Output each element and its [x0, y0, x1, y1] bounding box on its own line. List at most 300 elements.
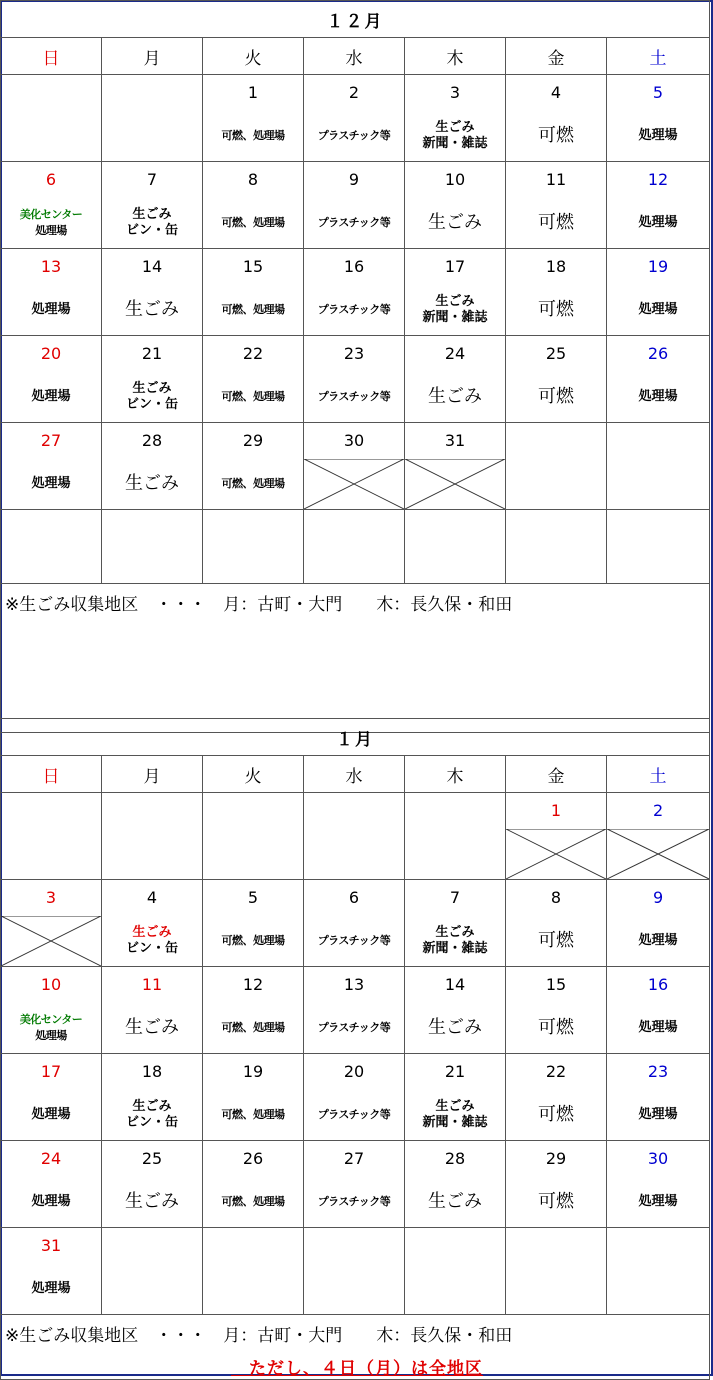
weekday-sun: 日 — [1, 38, 102, 75]
collection-items — [203, 374, 303, 420]
day-number — [203, 803, 303, 819]
collection-item: 処理場 — [638, 1194, 678, 1209]
day-cell — [607, 423, 710, 510]
collection-item: 生ごみ — [132, 207, 172, 222]
weekday-tue: 火 — [203, 756, 304, 793]
day-number: 5 — [247, 888, 259, 907]
day-cell — [203, 880, 304, 967]
collection-item: 新聞・雑誌 — [422, 1115, 488, 1130]
weekday-fri: 金 — [506, 38, 607, 75]
day-number: 1 — [247, 83, 259, 102]
day-cell — [102, 880, 203, 967]
day-cell — [607, 510, 710, 584]
day-cell — [102, 1054, 203, 1141]
day-number: 29 — [545, 1149, 567, 1168]
collection-item: 処理場 — [638, 128, 678, 143]
collection-item: 生ごみ — [428, 1191, 482, 1212]
collection-item: プラスチック等 — [317, 129, 391, 142]
collection-items — [102, 918, 202, 964]
weekday-sun: 日 — [1, 756, 102, 793]
collection-items — [405, 113, 505, 159]
day-number: 26 — [647, 344, 669, 363]
weekday-mon: 月 — [102, 38, 203, 75]
day-cell — [102, 162, 203, 249]
day-cell — [203, 75, 304, 162]
collection-item: 処理場 — [638, 1020, 678, 1035]
day-number: 22 — [545, 1062, 567, 1081]
day-number: 12 — [647, 170, 669, 189]
day-number: 13 — [343, 975, 365, 994]
collection-items — [102, 461, 202, 507]
day-cell — [506, 1054, 607, 1141]
day-cell — [203, 510, 304, 584]
collection-items — [203, 461, 303, 507]
collection-item: 生ごみ — [428, 1017, 482, 1038]
collection-items — [304, 374, 404, 420]
collection-item: 生ごみ — [435, 1099, 475, 1114]
collection-item: 処理場 — [31, 1281, 71, 1296]
collection-items — [506, 1179, 606, 1225]
day-number: 19 — [647, 257, 669, 276]
day-cell — [203, 249, 304, 336]
day-cell — [1, 162, 102, 249]
collection-items — [203, 287, 303, 333]
day-number: 17 — [40, 1062, 62, 1081]
collection-item: 処理場 — [638, 933, 678, 948]
collection-items — [405, 1092, 505, 1138]
day-cell — [506, 249, 607, 336]
collection-items — [405, 374, 505, 420]
day-cell — [607, 249, 710, 336]
week-row — [1, 1228, 710, 1315]
collection-item: プラスチック等 — [317, 390, 391, 403]
day-cell — [607, 336, 710, 423]
day-number: 24 — [40, 1149, 62, 1168]
collection-item: 可燃、処理場 — [221, 129, 285, 142]
collection-items — [102, 1179, 202, 1225]
collection-items — [203, 200, 303, 246]
day-number: 6 — [45, 170, 57, 189]
day-cell — [607, 793, 710, 880]
collection-items — [506, 287, 606, 333]
day-number: 8 — [247, 170, 259, 189]
day-cell — [1, 336, 102, 423]
day-number: 14 — [444, 975, 466, 994]
day-number: 24 — [444, 344, 466, 363]
day-cell — [203, 1141, 304, 1228]
collection-item: 可燃、処理場 — [221, 934, 285, 947]
collection-items — [102, 374, 202, 420]
day-cell — [1, 793, 102, 880]
day-cell — [102, 510, 203, 584]
collection-item: 生ごみ — [125, 1017, 179, 1038]
collection-item: 処理場 — [35, 224, 67, 237]
day-cell — [203, 162, 304, 249]
day-number — [304, 803, 404, 819]
day-cell — [506, 967, 607, 1054]
collection-item: 生ごみ — [132, 925, 172, 940]
day-number: 16 — [343, 257, 365, 276]
collection-item: プラスチック等 — [317, 303, 391, 316]
day-number: 28 — [141, 431, 163, 450]
collection-item: 生ごみ — [435, 294, 475, 309]
collection-item: ビン・缶 — [125, 1115, 178, 1130]
collection-item: プラスチック等 — [317, 1108, 391, 1121]
day-cell — [405, 1054, 506, 1141]
day-cell — [607, 967, 710, 1054]
collection-items — [1, 1179, 101, 1225]
day-number — [1, 803, 101, 819]
weekday-mon: 月 — [102, 756, 203, 793]
collection-item: 可燃 — [538, 1104, 574, 1125]
day-cell — [304, 75, 405, 162]
weekday-sat: 土 — [607, 756, 710, 793]
collection-item: 処理場 — [35, 1029, 67, 1042]
weekday-fri: 金 — [506, 756, 607, 793]
day-cell — [405, 1228, 506, 1315]
day-number: 7 — [146, 170, 158, 189]
collection-items — [203, 918, 303, 964]
day-cell — [506, 510, 607, 584]
day-number — [1, 85, 101, 101]
collection-item: 可燃、処理場 — [221, 303, 285, 316]
collection-item: 可燃 — [538, 212, 574, 233]
month-title: １月 — [1, 719, 710, 756]
day-number: 13 — [40, 257, 62, 276]
day-cell — [506, 162, 607, 249]
day-number: 19 — [242, 1062, 264, 1081]
day-cell — [405, 967, 506, 1054]
weekday-sat: 土 — [607, 38, 710, 75]
no-collection-cross-icon — [506, 829, 606, 879]
collection-item: 処理場 — [638, 1107, 678, 1122]
day-cell — [203, 1054, 304, 1141]
day-number: 18 — [141, 1062, 163, 1081]
january-calendar — [0, 718, 710, 1380]
week-row — [1, 423, 710, 510]
week-row — [1, 1141, 710, 1228]
collection-item: 生ごみ — [428, 386, 482, 407]
day-cell — [203, 793, 304, 880]
day-cell — [102, 967, 203, 1054]
collection-items — [607, 1005, 709, 1051]
day-number: 1 — [550, 801, 562, 820]
day-number: 10 — [40, 975, 62, 994]
day-number: 16 — [647, 975, 669, 994]
collection-item: 可燃、処理場 — [221, 1021, 285, 1034]
day-cell — [203, 967, 304, 1054]
day-cell — [607, 880, 710, 967]
day-number — [304, 1238, 404, 1254]
day-number: 3 — [45, 888, 57, 907]
day-cell — [506, 880, 607, 967]
day-number — [1, 520, 101, 536]
day-cell — [405, 423, 506, 510]
collection-item: 可燃 — [538, 930, 574, 951]
day-cell — [506, 1228, 607, 1315]
day-cell — [1, 880, 102, 967]
day-number: 3 — [449, 83, 461, 102]
week-row — [1, 75, 710, 162]
day-number: 4 — [146, 888, 158, 907]
day-cell — [405, 793, 506, 880]
day-number: 11 — [141, 975, 163, 994]
collection-item: ビン・缶 — [125, 941, 178, 956]
day-number — [203, 1238, 303, 1254]
collection-items — [405, 200, 505, 246]
day-number — [506, 433, 606, 449]
day-number: 26 — [242, 1149, 264, 1168]
day-number — [405, 520, 505, 536]
collection-items — [607, 374, 709, 420]
day-number: 29 — [242, 431, 264, 450]
day-number: 30 — [647, 1149, 669, 1168]
collection-item: 処理場 — [31, 476, 71, 491]
collection-item: 生ごみ — [428, 212, 482, 233]
day-number — [506, 1238, 606, 1254]
day-cell — [102, 1141, 203, 1228]
day-cell — [102, 423, 203, 510]
collection-note: ※生ごみ収集地区 ・・・ 月：古町・大門 木：長久保・和田 — [1, 584, 710, 733]
day-number: 18 — [545, 257, 567, 276]
collection-item: 処理場 — [31, 302, 71, 317]
day-cell — [405, 880, 506, 967]
collection-item: 可燃、処理場 — [221, 390, 285, 403]
week-row — [1, 162, 710, 249]
day-cell — [1, 967, 102, 1054]
week-row — [1, 249, 710, 336]
collection-item: 処理場 — [31, 389, 71, 404]
day-number — [102, 520, 202, 536]
day-number — [405, 1238, 505, 1254]
day-number: 25 — [141, 1149, 163, 1168]
day-number: 11 — [545, 170, 567, 189]
collection-items — [102, 200, 202, 246]
day-cell — [304, 249, 405, 336]
collection-items — [1, 200, 101, 246]
collection-items — [1, 1092, 101, 1138]
week-row — [1, 510, 710, 584]
collection-item: プラスチック等 — [317, 934, 391, 947]
day-number — [102, 1238, 202, 1254]
day-cell — [304, 793, 405, 880]
week-row — [1, 1054, 710, 1141]
collection-items — [304, 113, 404, 159]
day-number: 9 — [348, 170, 360, 189]
day-number: 15 — [545, 975, 567, 994]
day-number: 5 — [652, 83, 664, 102]
collection-item: ビン・缶 — [125, 223, 178, 238]
day-cell — [102, 75, 203, 162]
day-cell — [405, 510, 506, 584]
collection-items — [304, 200, 404, 246]
week-row — [1, 967, 710, 1054]
collection-item: 可燃、処理場 — [221, 477, 285, 490]
collection-items — [304, 918, 404, 964]
day-number: 7 — [449, 888, 461, 907]
day-number — [102, 803, 202, 819]
day-cell — [304, 1228, 405, 1315]
day-cell — [203, 423, 304, 510]
week-row — [1, 880, 710, 967]
collection-items — [304, 287, 404, 333]
day-cell — [1, 423, 102, 510]
weekday-tue: 火 — [203, 38, 304, 75]
day-number: 21 — [141, 344, 163, 363]
day-cell — [304, 336, 405, 423]
collection-items — [405, 1179, 505, 1225]
day-number: 30 — [343, 431, 365, 450]
collection-item: プラスチック等 — [317, 1195, 391, 1208]
weekday-thu: 木 — [405, 38, 506, 75]
day-cell — [1, 75, 102, 162]
collection-items — [607, 200, 709, 246]
day-cell — [506, 75, 607, 162]
collection-item: プラスチック等 — [317, 216, 391, 229]
day-number: 2 — [652, 801, 664, 820]
collection-items — [1, 1266, 101, 1312]
collection-items — [102, 1092, 202, 1138]
day-cell — [304, 967, 405, 1054]
day-number: 21 — [444, 1062, 466, 1081]
collection-item: 可燃 — [538, 386, 574, 407]
weekday-wed: 水 — [304, 38, 405, 75]
day-cell — [203, 1228, 304, 1315]
day-cell — [1, 249, 102, 336]
exception-note: ただし、４日（月）は全地区 — [231, 1359, 484, 1379]
collection-item: 処理場 — [31, 1107, 71, 1122]
day-number: 6 — [348, 888, 360, 907]
weekday-wed: 水 — [304, 756, 405, 793]
collection-items — [203, 1092, 303, 1138]
collection-items — [102, 1005, 202, 1051]
collection-item: 生ごみ — [132, 381, 172, 396]
no-collection-cross-icon — [1, 916, 101, 966]
collection-item: 美化センター — [19, 208, 83, 221]
collection-item: ビン・缶 — [125, 397, 178, 412]
day-number — [607, 520, 709, 536]
day-cell — [506, 1141, 607, 1228]
collection-item: 生ごみ — [435, 925, 475, 940]
collection-item: 可燃 — [538, 1191, 574, 1212]
collection-item: 新聞・雑誌 — [422, 310, 488, 325]
day-number: 15 — [242, 257, 264, 276]
collection-items — [304, 1005, 404, 1051]
no-collection-cross-icon — [607, 829, 709, 879]
day-number: 23 — [647, 1062, 669, 1081]
day-cell — [506, 423, 607, 510]
day-cell — [1, 1054, 102, 1141]
day-number — [405, 803, 505, 819]
collection-items — [1, 287, 101, 333]
day-number — [304, 520, 404, 536]
day-number — [607, 1238, 709, 1254]
day-cell — [607, 162, 710, 249]
collection-item: 処理場 — [638, 302, 678, 317]
collection-items — [607, 287, 709, 333]
day-cell — [405, 1141, 506, 1228]
collection-item: 可燃 — [538, 1017, 574, 1038]
day-cell — [304, 1054, 405, 1141]
day-cell — [102, 1228, 203, 1315]
collection-items — [203, 1179, 303, 1225]
day-cell — [102, 249, 203, 336]
day-cell — [1, 510, 102, 584]
no-collection-cross-icon — [405, 459, 505, 509]
collection-item: プラスチック等 — [317, 1021, 391, 1034]
day-number — [203, 520, 303, 536]
day-cell — [405, 75, 506, 162]
collection-item: 可燃 — [538, 299, 574, 320]
day-cell — [607, 75, 710, 162]
day-cell — [304, 510, 405, 584]
collection-items — [607, 1092, 709, 1138]
collection-item: 生ごみ — [125, 1191, 179, 1212]
collection-item: 新聞・雑誌 — [422, 941, 488, 956]
day-cell — [607, 1228, 710, 1315]
day-cell — [405, 162, 506, 249]
month-title: １２月 — [1, 1, 710, 38]
collection-note: ※生ごみ収集地区 ・・・ 月：古町・大門 木：長久保・和田 — [5, 1326, 513, 1346]
collection-items — [304, 1179, 404, 1225]
day-cell — [506, 793, 607, 880]
day-number: 31 — [444, 431, 466, 450]
collection-item: 可燃、処理場 — [221, 216, 285, 229]
day-cell — [203, 336, 304, 423]
weekday-thu: 木 — [405, 756, 506, 793]
collection-item: 可燃、処理場 — [221, 1108, 285, 1121]
day-cell — [405, 249, 506, 336]
day-number: 17 — [444, 257, 466, 276]
day-number: 22 — [242, 344, 264, 363]
day-number: 27 — [40, 431, 62, 450]
day-cell — [1, 1141, 102, 1228]
week-row — [1, 336, 710, 423]
no-collection-cross-icon — [304, 459, 404, 509]
day-number: 25 — [545, 344, 567, 363]
collection-item: 生ごみ — [125, 473, 179, 494]
day-number: 20 — [343, 1062, 365, 1081]
day-number — [102, 85, 202, 101]
day-number — [607, 433, 709, 449]
collection-item: 可燃、処理場 — [221, 1195, 285, 1208]
collection-items — [203, 1005, 303, 1051]
day-cell — [607, 1054, 710, 1141]
day-number: 9 — [652, 888, 664, 907]
collection-items — [405, 1005, 505, 1051]
collection-items — [607, 1179, 709, 1225]
collection-item: 新聞・雑誌 — [422, 136, 488, 151]
day-cell — [607, 1141, 710, 1228]
day-number: 31 — [40, 1236, 62, 1255]
collection-items — [607, 918, 709, 964]
day-cell — [102, 336, 203, 423]
collection-item: 可燃 — [538, 125, 574, 146]
collection-items — [1, 374, 101, 420]
collection-item: 処理場 — [31, 1194, 71, 1209]
day-cell — [304, 880, 405, 967]
collection-items — [405, 287, 505, 333]
collection-item: 生ごみ — [435, 120, 475, 135]
day-cell — [304, 423, 405, 510]
day-number: 14 — [141, 257, 163, 276]
collection-item: 生ごみ — [125, 299, 179, 320]
day-number: 8 — [550, 888, 562, 907]
collection-items — [506, 918, 606, 964]
collection-items — [506, 374, 606, 420]
day-cell — [304, 162, 405, 249]
day-cell — [405, 336, 506, 423]
